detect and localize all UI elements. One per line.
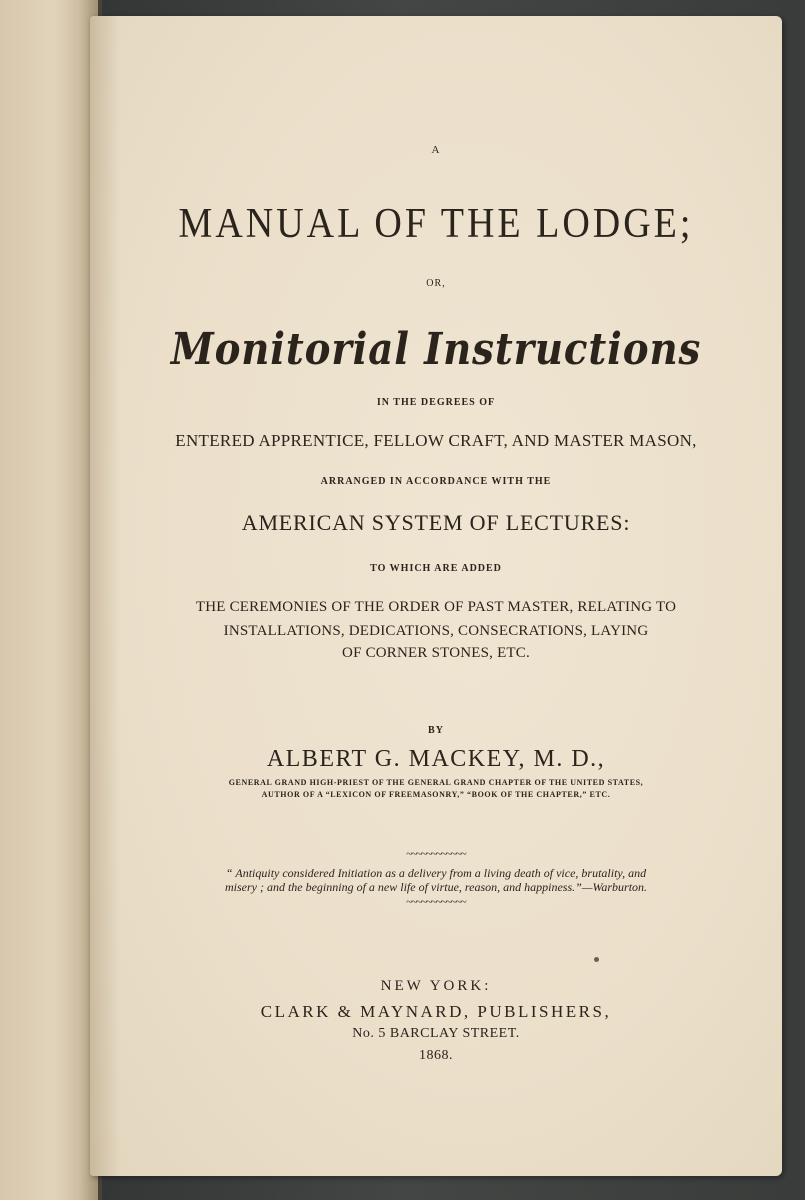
arranged-line: ARRANGED IN ACCORDANCE WITH THE [320,476,552,487]
publication-year: 1868. [419,1048,453,1063]
publisher-city: NEW YORK: [380,978,492,994]
added-line: TO WHICH ARE ADDED [370,563,502,574]
ornamental-rule: ~~~~~~~~~~~~ [406,848,466,860]
ceremonies-line: INSTALLATIONS, DEDICATIONS, CONSECRATIONS, LAYING [223,623,649,639]
ceremonies-line: THE CEREMONIES OF THE ORDER OF PAST MASTER, RELATING TO [195,599,677,615]
title-page [90,16,782,1176]
ceremonies-line: OF CORNER STONES, ETC. [342,645,530,661]
paper-speck [594,957,599,962]
epigraph-line: “ Antiquity considered Initiation as a delivery from a living death of vice, brutality, and [225,866,647,880]
in-the-degrees-of: IN THE DEGREES OF [376,397,496,408]
by-line: BY [428,725,444,736]
author-name: ALBERT G. MACKEY, M. D., [266,746,606,772]
author-credentials: GENERAL GRAND HIGH-PRIEST OF THE GENERAL GRAND CHAPTER OF THE UNITED STATES, [228,778,644,787]
epigraph-line: misery ; and the beginning of a new life of virtue, reason, and happiness.”—Warburton. [224,880,648,894]
main-title: MANUAL OF THE LODGE; [178,200,694,248]
publisher-address: No. 5 BARCLAY STREET. [352,1026,520,1041]
system-line: AMERICAN SYSTEM OF LECTURES: [241,510,631,535]
publisher-name: CLARK & MAYNARD, PUBLISHERS, [260,1002,612,1021]
author-credentials: AUTHOR OF A “LEXICON OF FREEMASONRY,” “BOOK OF THE CHAPTER,” ETC. [261,790,611,799]
degrees-line: ENTERED APPRENTICE, FELLOW CRAFT, AND MASTER MASON, [175,431,697,450]
subtitle-blackletter: Monitorial Instructions [170,324,702,375]
title-article: A [431,144,441,156]
title-or: OR, [426,278,446,289]
ornamental-rule: ~~~~~~~~~~~~ [406,896,466,908]
